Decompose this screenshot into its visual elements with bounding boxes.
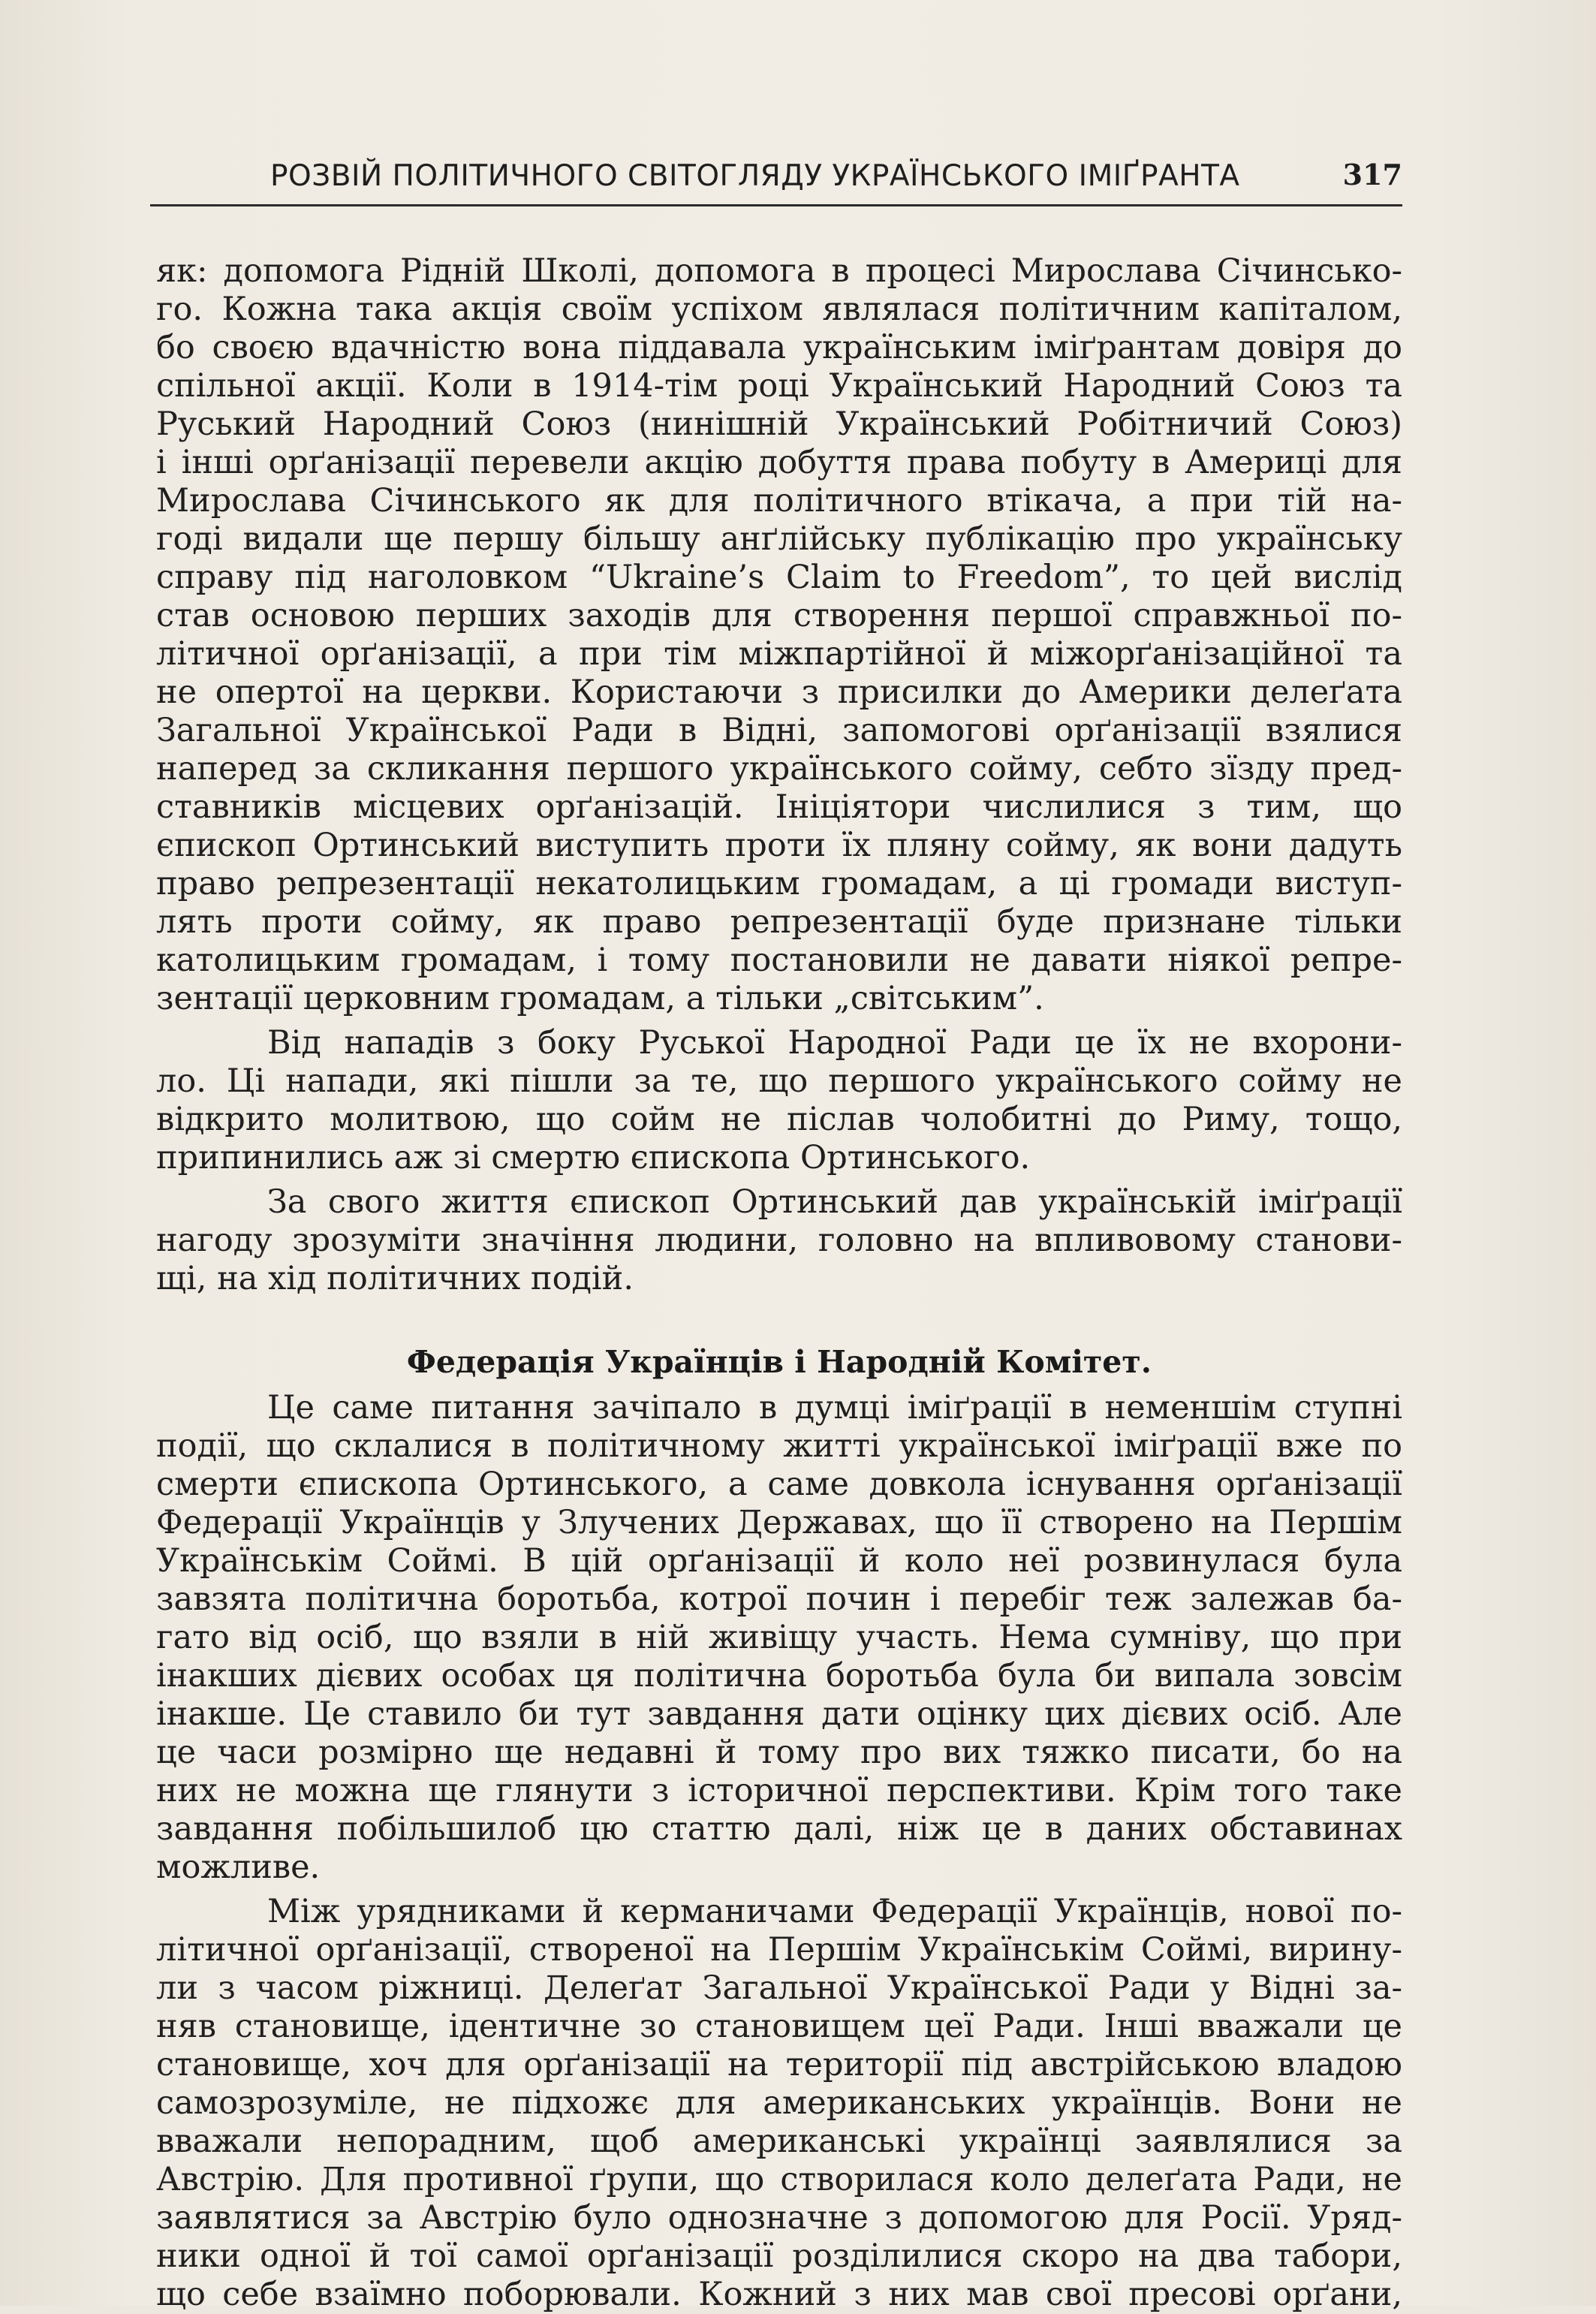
text-line: Мирослава Січинського як для політичного втікача, а при тій на- (156, 482, 1402, 520)
text-line: зентації церковним громадам, а тільки „світським”. (156, 980, 1044, 1017)
text-line: спільної акції. Коли в 1914-тім році Український Народний Союз та (156, 367, 1402, 405)
text-line: ли з часом ріжниці. Делеґат Загальної Української Ради у Відні за- (156, 1969, 1402, 2007)
text-line: За свого життя єпископ Ортинський дав українській іміґрації (267, 1183, 1402, 1221)
text-line: Загальної Української Ради в Відні, запомогові орґанізації взялися (156, 712, 1402, 749)
text-line: смерти єпископа Ортинського, а саме довкола існування орґанізації (156, 1466, 1402, 1503)
text-line: справу під наголовком “Ukraine’s Claim to Freedom”, то цей вислід (156, 559, 1402, 596)
text-line: нагоду зрозуміти значіння людини, головно на впливовому станови- (156, 1222, 1402, 1259)
text-line: годі видали ще першу більшу анґлійську публікацію про українську (156, 520, 1402, 558)
text-line: можливе. (156, 1848, 321, 1886)
paragraph-1 (156, 252, 1402, 1018)
paragraph-2 (156, 1024, 1402, 1177)
text-line: лять проти сойму, як право репрезентації буде признане тільки (156, 903, 1402, 941)
text-line: не опертої на церкви. Користаючи з присилки до Америки делеґата (156, 673, 1402, 711)
text-line: ники одної й тої самої орґанізації розділилися скоро на два табори, (156, 2237, 1402, 2275)
running-title: РОЗВІЙ ПОЛІТИЧНОГО СВІТОГЛЯДУ УКРАЇНСЬКОГО ІМІҐРАНТА (270, 159, 1240, 193)
paragraph-3 (156, 1183, 1402, 1298)
text-line: право репрезентації некатолицьким громадам, а ці громади виступ- (156, 865, 1402, 902)
text-line: літичної орґанізації, створеної на Першім Українськім Соймі, вирину- (156, 1931, 1402, 1969)
text-line: став основою перших заходів для створення першої справжньої по- (156, 597, 1402, 634)
text-line: літичної орґанізації, а при тім міжпартійної й міжорґанізаційної та (156, 635, 1402, 673)
text-line: єпископ Ортинський виступить проти їх пляну сойму, як вони дадуть (156, 827, 1402, 864)
text-line: відкрито молитвою, що сойм не післав чолобитні до Риму, тощо, (156, 1101, 1402, 1138)
text-line: Це саме питання зачіпало в думці іміґрації в неменшім ступні (267, 1389, 1402, 1427)
text-line: це часи розмірно ще недавні й тому про вих тяжко писати, бо на (156, 1734, 1402, 1771)
page-number: 317 (1342, 158, 1402, 191)
text-line: Українськім Соймі. В цій орґанізації й коло неї розвинулася була (156, 1542, 1402, 1580)
text-line: наперед за скликання першого українського сойму, себто зїзду пред- (156, 750, 1402, 788)
text-line: становище, хоч для орґанізації на території під австрійською владою (156, 2046, 1402, 2084)
text-line: Австрію. Для противної ґрупи, що створилася коло делеґата Ради, не (156, 2161, 1402, 2198)
text-line: них не можна ще глянути з історичної перспективи. Крім того таке (156, 1772, 1402, 1809)
text-line: няв становище, ідентичне зо становищем цеї Ради. Інші вважали це (156, 2008, 1402, 2045)
text-line: Між урядниками й керманичами Федерації Українців, нової по- (267, 1893, 1402, 1930)
body-text (156, 252, 1402, 2314)
text-line: припинились аж зі смертю єпископа Ортинського. (156, 1139, 1031, 1177)
text-line: щі, на хід політичних подій. (156, 1260, 634, 1297)
text-line: Руський Народний Союз (нинішній Український Робітничий Союз) (156, 405, 1402, 443)
paragraph-5 (156, 1893, 1402, 2314)
text-line: і інші орґанізації перевели акцію добуття права побуту в Америці для (156, 444, 1402, 481)
text-line: Від нападів з боку Руської Народної Ради це їх не вхорони- (267, 1024, 1402, 1062)
text-line: події, що склалися в політичному житті української іміґрації вже по (156, 1427, 1402, 1465)
text-line: завзята політична боротьба, котрої почин і перебіг теж залежав ба- (156, 1580, 1402, 1618)
text-line: як: допомога Рідній Школі, допомога в процесі Мирослава Січинсько- (156, 252, 1402, 290)
text-line: вважали непорадним, щоб американські українці заявлялися за (156, 2123, 1402, 2160)
text-line: інакше. Це ставило би тут завдання дати оцінку цих дієвих осіб. Але (156, 1695, 1402, 1733)
text-line: завдання побільшилоб цю статтю далі, ніж це в даних обставинах (156, 1810, 1402, 1848)
page-header (150, 159, 1402, 206)
paragraph-4 (156, 1389, 1402, 1887)
text-line: інакших дієвих особах ця політична боротьба була би випала зовсім (156, 1657, 1402, 1695)
text-line: заявлятися за Австрію було однозначне з допомогою для Росії. Уряд- (156, 2199, 1402, 2237)
text-line: го. Кожна така акція своїм успіхом являлася політичним капіталом, (156, 291, 1402, 328)
text-line: католицьким громадам, і тому постановили не давати ніякої репре- (156, 942, 1402, 979)
text-line: гато від осіб, що взяли в ній живіщу участь. Нема сумніву, що при (156, 1619, 1402, 1656)
text-line: ставників місцевих орґанізацій. Ініціятори числилися з тим, що (156, 788, 1402, 826)
section-heading: Федерація Українців і Народній Комітет. (406, 1344, 1152, 1380)
text-line: самозрозуміле, не підхожє для американських українців. Вони не (156, 2084, 1402, 2122)
text-line: Федерації Українців у Злучених Державах, що її створено на Першім (156, 1504, 1402, 1541)
text-line: що себе взаїмно поборювали. Кожний з них мав свої пресові орґани, (156, 2276, 1402, 2313)
text-line: бо своєю вдачністю вона піддавала українським іміґрантам довіря до (156, 329, 1402, 366)
text-line: ло. Ці напади, які пішли за те, що першого українського сойму не (156, 1062, 1402, 1100)
